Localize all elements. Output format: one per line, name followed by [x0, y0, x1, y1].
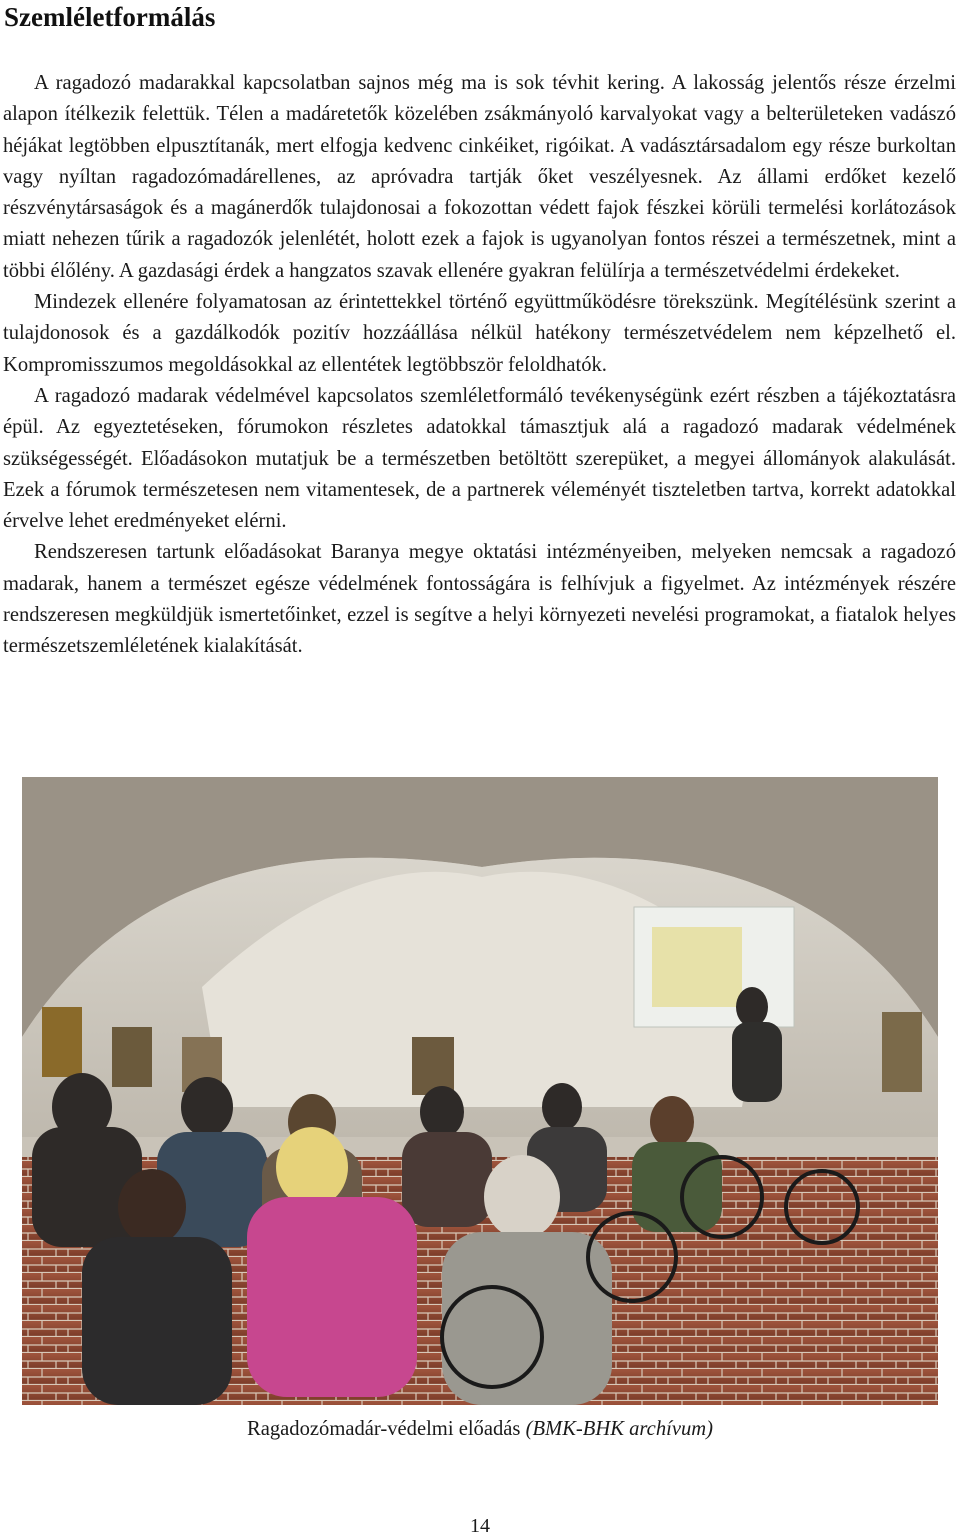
paragraph: A ragadozó madarak védelmével kapcsolatos szemléletformáló tevékenységünk ezért részben a tájékoztatásra épül. Az egyeztetéseken, fórumokon részletes adatokkal támasztjuk alá a ragadozó madarak védelmének szükségességét. Előadásokon mutatjuk be a természetben betöltött szerepüket, a megyei állományok alakulását. Ezek a fórumok természetesen nem vitamentesek, de a partnerek véleményét tiszteletben tartva, korrekt adatokkal érvelve lehet eredményeket elérni. [3, 384, 956, 533]
caption-credit: (BMK-BHK archívum) [525, 1418, 714, 1440]
paragraph: Rendszeresen tartunk előadásokat Baranya megye oktatási intézményeiben, melyeken nemcsak a ragadozó madarak, hanem a természet egésze védelmének fontosságára is felhívjuk a figyelmet. Az intézmények részére rendszeresen megküldjük ismertetőinket, ezzel is segítve a helyi környezeti nevelési programokat, a fiatalok helyes természetszemléletének kialakítását. [3, 541, 956, 658]
paragraph: Mindezek ellenére folyamatosan az érintettekkel történő együttműködésre törekszünk. Megítélésünk szerint a tulajdonosok és a gazdálkodók pozitív hozzáállása nélkül hatékony természetvédelem nem képzelhető el. Kompromisszumos megoldásokkal az ellentétek legtöbbször feloldhatók. [3, 291, 956, 376]
lecture-photo [22, 777, 938, 1405]
caption-text: Ragadozómadár-védelmi előadás [246, 1418, 521, 1440]
page-number: 14 [470, 1515, 490, 1537]
page-title: Szemléletformálás [4, 2, 216, 32]
photo-caption [0, 1418, 960, 1441]
body-text [3, 68, 956, 663]
lecture-photo-illustration [22, 777, 938, 1405]
paragraph: A ragadozó madarakkal kapcsolatban sajnos még ma is sok tévhit kering. A lakosság jelentős része érzelmi alapon ítélkezik felettük. Télen a madáretetők közelében zsákmányoló karvalyokat vagy a belterületeken vadászó héjákat legtöbben elpusztítanák, mert elfogja kedvenc cinkéiket, rigóikat. A vadásztársadalom egy része burkoltan vagy nyíltan ragadozómadárellenes, az apróvadra tartják őket veszélyesnek. Az állami erdőket kezelő részvénytársaságok és a magánerdők tulajdonosai a fokozottan védett fajok fészkei körüli termelési korlátozások miatt nehezen tűrik a ragadozók jelenlétét, holott ezek a fajok is ugyanolyan fontos részei a természetnek, mint a többi élőlény. A gazdasági érdek a hangzatos szavak ellenére gyakran felülírja a természetvédelmi érdekeket. [3, 72, 956, 282]
